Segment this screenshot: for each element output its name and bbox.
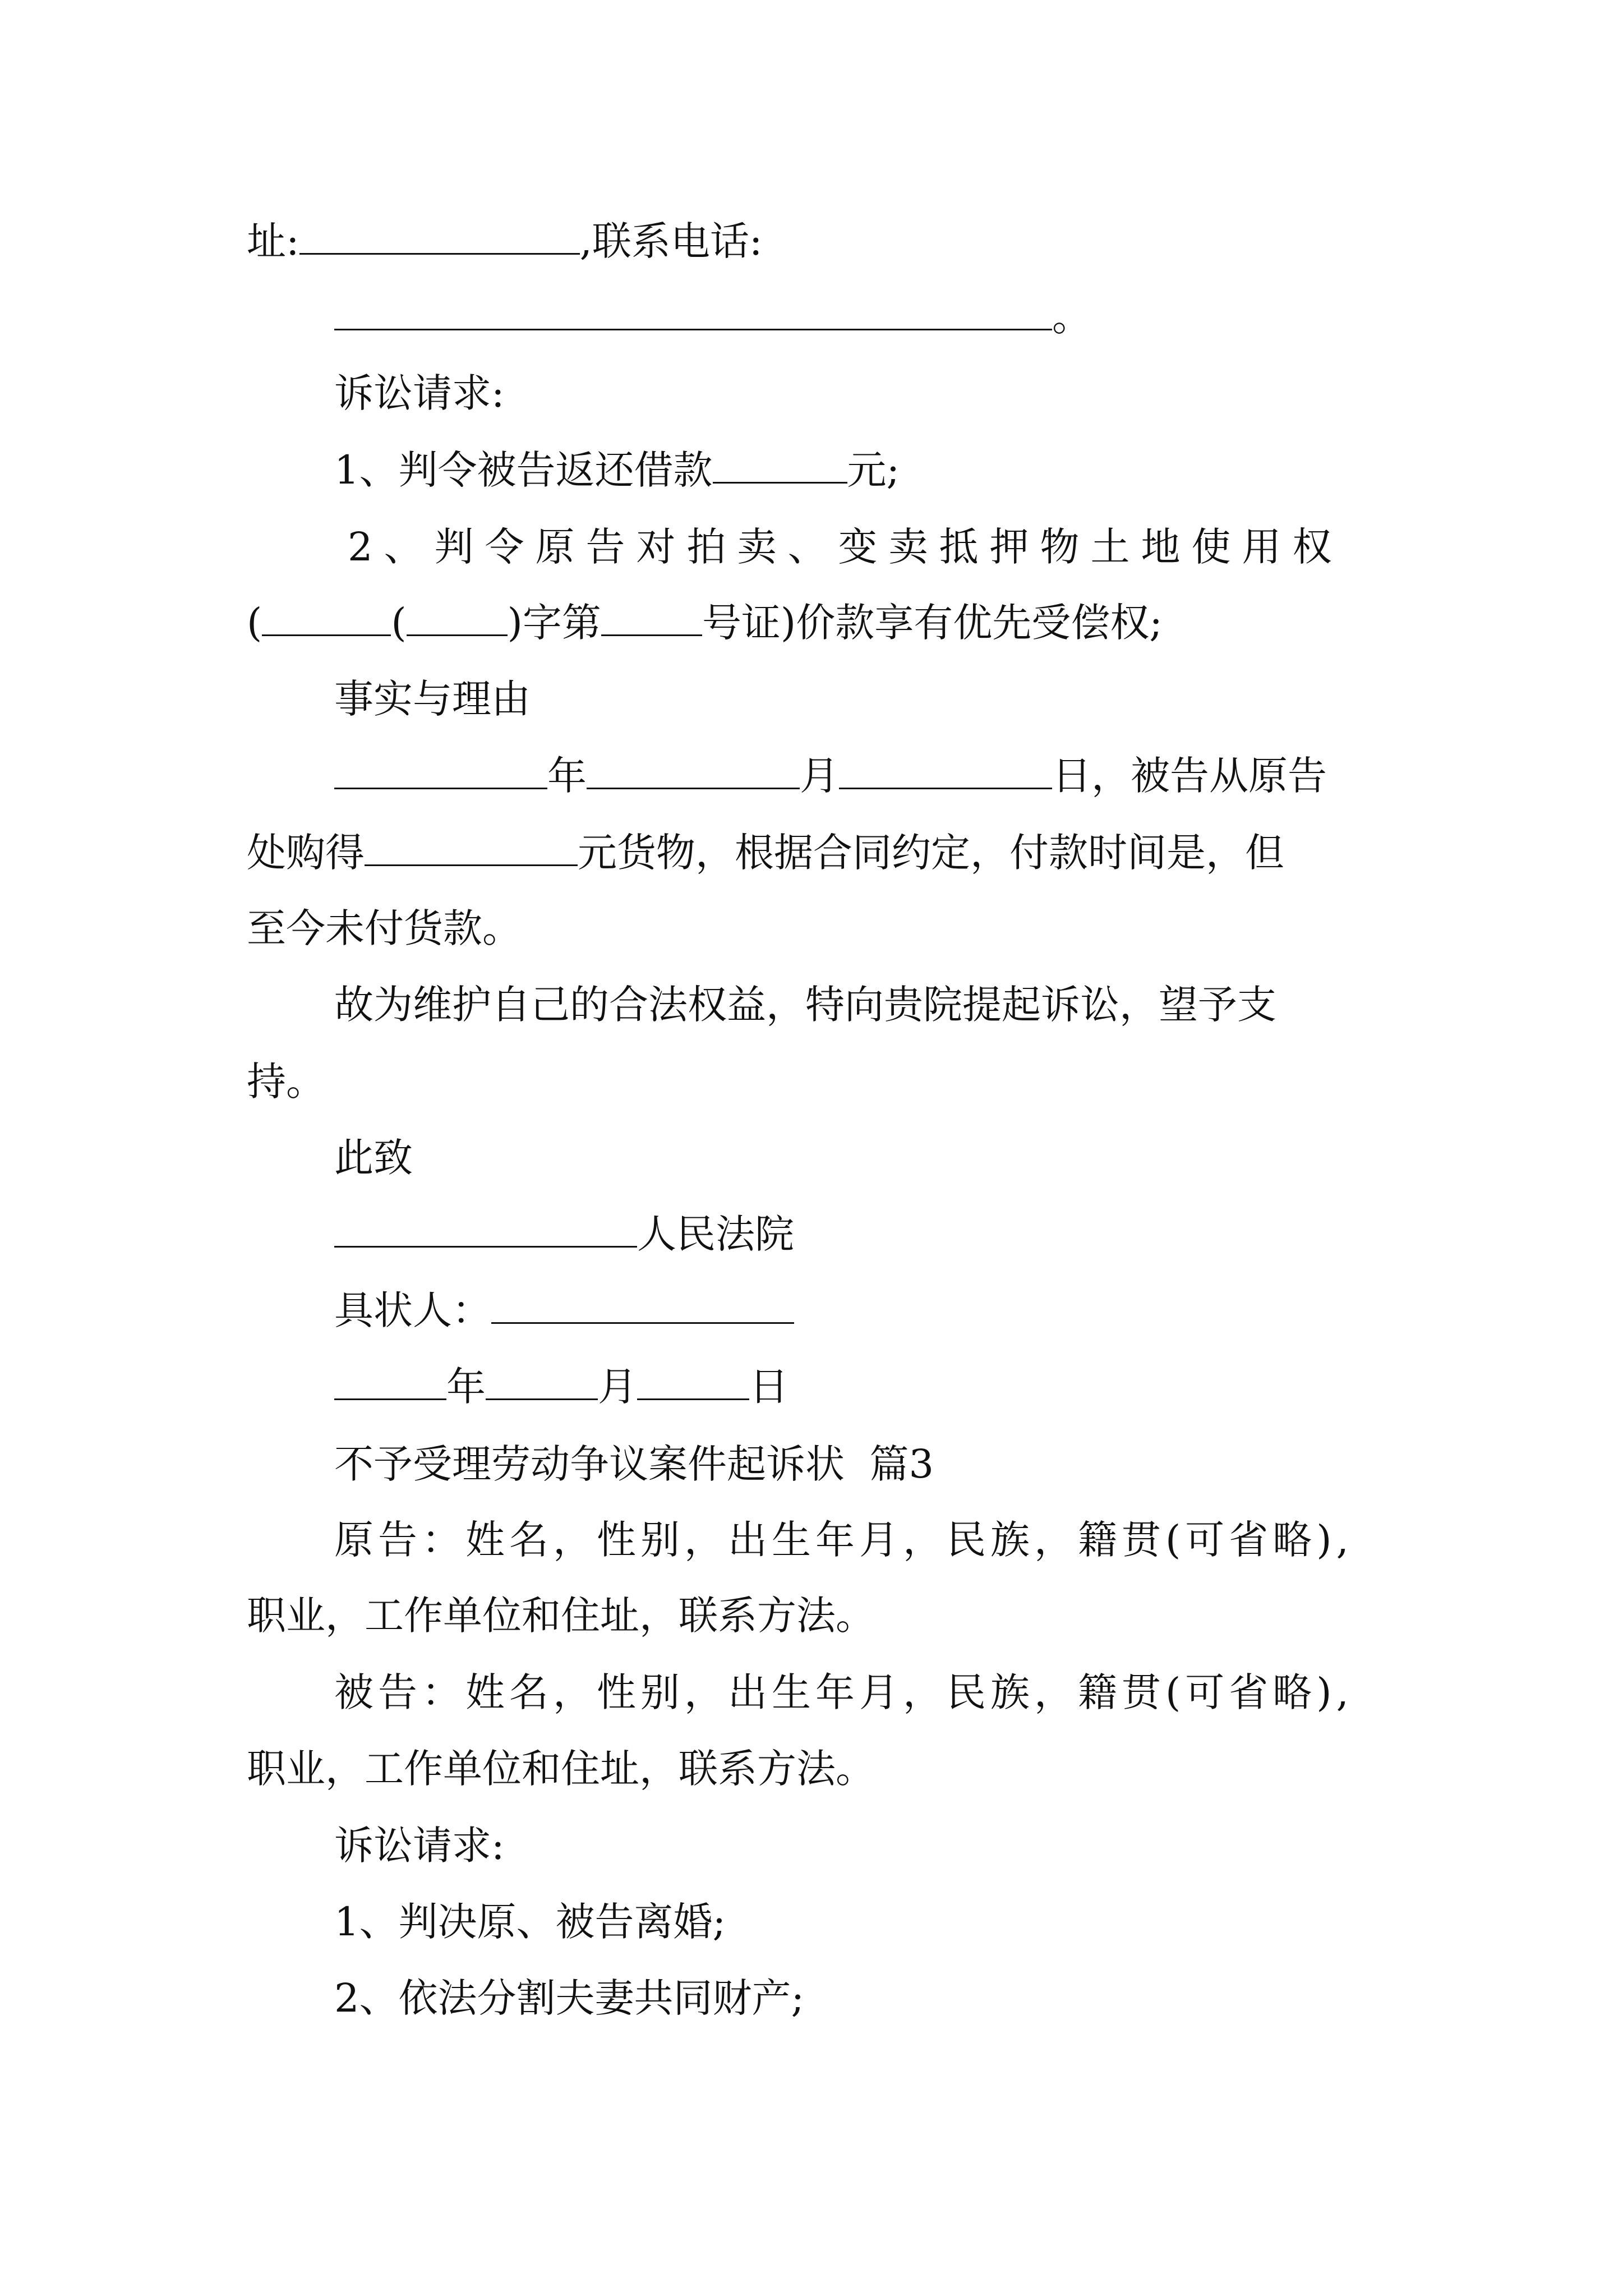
defendant-line-2: 职业，工作单位和住址，联系方法。 <box>247 1746 875 1792</box>
phone-label: ,联系电话: <box>579 218 763 264</box>
facts-contract: 元货物，根据合同约定，付款时间是，但 <box>578 830 1284 876</box>
section-heading: 不予受理劳动争议案件起诉状 篇3 <box>334 1441 934 1487</box>
date-month: 月 <box>598 1364 637 1410</box>
facts-day-blank <box>839 752 1052 789</box>
phone-end-mark: 。 <box>1052 294 1091 340</box>
facts-line-2 <box>247 825 1284 881</box>
date-year: 年 <box>446 1364 486 1410</box>
signer-label: 具状人： <box>334 1287 491 1333</box>
plaintiff-line-1: 原告：姓名，性别，出生年月，民族，籍贯(可省略), <box>334 1517 1353 1563</box>
claim-1 <box>334 442 900 498</box>
signer-line <box>334 1282 794 1338</box>
year-blank <box>334 1363 446 1400</box>
court-name: 人民法院 <box>637 1211 794 1257</box>
cert-blank-3 <box>601 599 702 636</box>
claim-2-line-1: 2、判令原告对拍卖、变卖抵押物土地使用权 <box>348 524 1343 570</box>
facts-day-tail: 日，被告从原告 <box>1052 753 1327 799</box>
cert-blank-1 <box>262 599 391 636</box>
defendant-line-1: 被告：姓名，性别，出生年月，民族，籍贯(可省略), <box>334 1669 1353 1715</box>
claim-2-line-2 <box>247 595 1163 651</box>
day-blank <box>637 1363 749 1400</box>
amount-blank <box>713 446 847 484</box>
facts-month-blank <box>587 752 800 789</box>
phone-line <box>334 289 1091 345</box>
phone-blank <box>334 293 1052 330</box>
court-line <box>334 1206 794 1262</box>
court-blank <box>334 1210 637 1248</box>
appeal-line-2: 持。 <box>247 1059 325 1105</box>
plaintiff-line-2: 职业，工作单位和住址，联系方法。 <box>247 1593 875 1639</box>
salutation: 此致 <box>334 1135 413 1181</box>
date-line <box>334 1359 789 1415</box>
address-prefix: 址: <box>247 218 299 264</box>
facts-year: 年 <box>547 753 587 799</box>
cert-zi-di: )字第 <box>507 600 601 646</box>
divorce-claim-1: 1、判决原、被告离婚; <box>334 1899 726 1945</box>
claims-title: 诉讼请求: <box>334 370 505 416</box>
cert-blank-2 <box>407 599 508 636</box>
facts-month: 月 <box>800 753 839 799</box>
signer-blank <box>491 1286 794 1324</box>
appeal-line-1: 故为维护自己的合法权益，特向贵院提起诉讼，望予支 <box>334 982 1276 1028</box>
cert-tail: 号证)价款享有优先受偿权; <box>702 600 1163 646</box>
divorce-claim-2: 2、依法分割夫妻共同财产; <box>334 1975 805 2021</box>
facts-line-3: 至今未付货款。 <box>247 905 522 951</box>
month-blank <box>486 1363 598 1400</box>
claim-1-text: 1、判令被告返还借款 <box>334 447 713 493</box>
facts-line-1 <box>334 748 1327 804</box>
claims-title-3: 诉讼请求: <box>334 1823 505 1869</box>
address-blank <box>299 217 580 255</box>
address-line <box>247 213 762 269</box>
paren-open-2: ( <box>391 600 407 646</box>
paren-open: ( <box>247 600 262 646</box>
facts-title: 事实与理由 <box>334 676 531 722</box>
goods-amount-blank <box>365 829 578 866</box>
facts-purchase: 处购得 <box>247 830 365 876</box>
facts-year-blank <box>334 752 547 789</box>
claim-1-unit: 元; <box>847 447 900 493</box>
date-day: 日 <box>749 1364 789 1410</box>
